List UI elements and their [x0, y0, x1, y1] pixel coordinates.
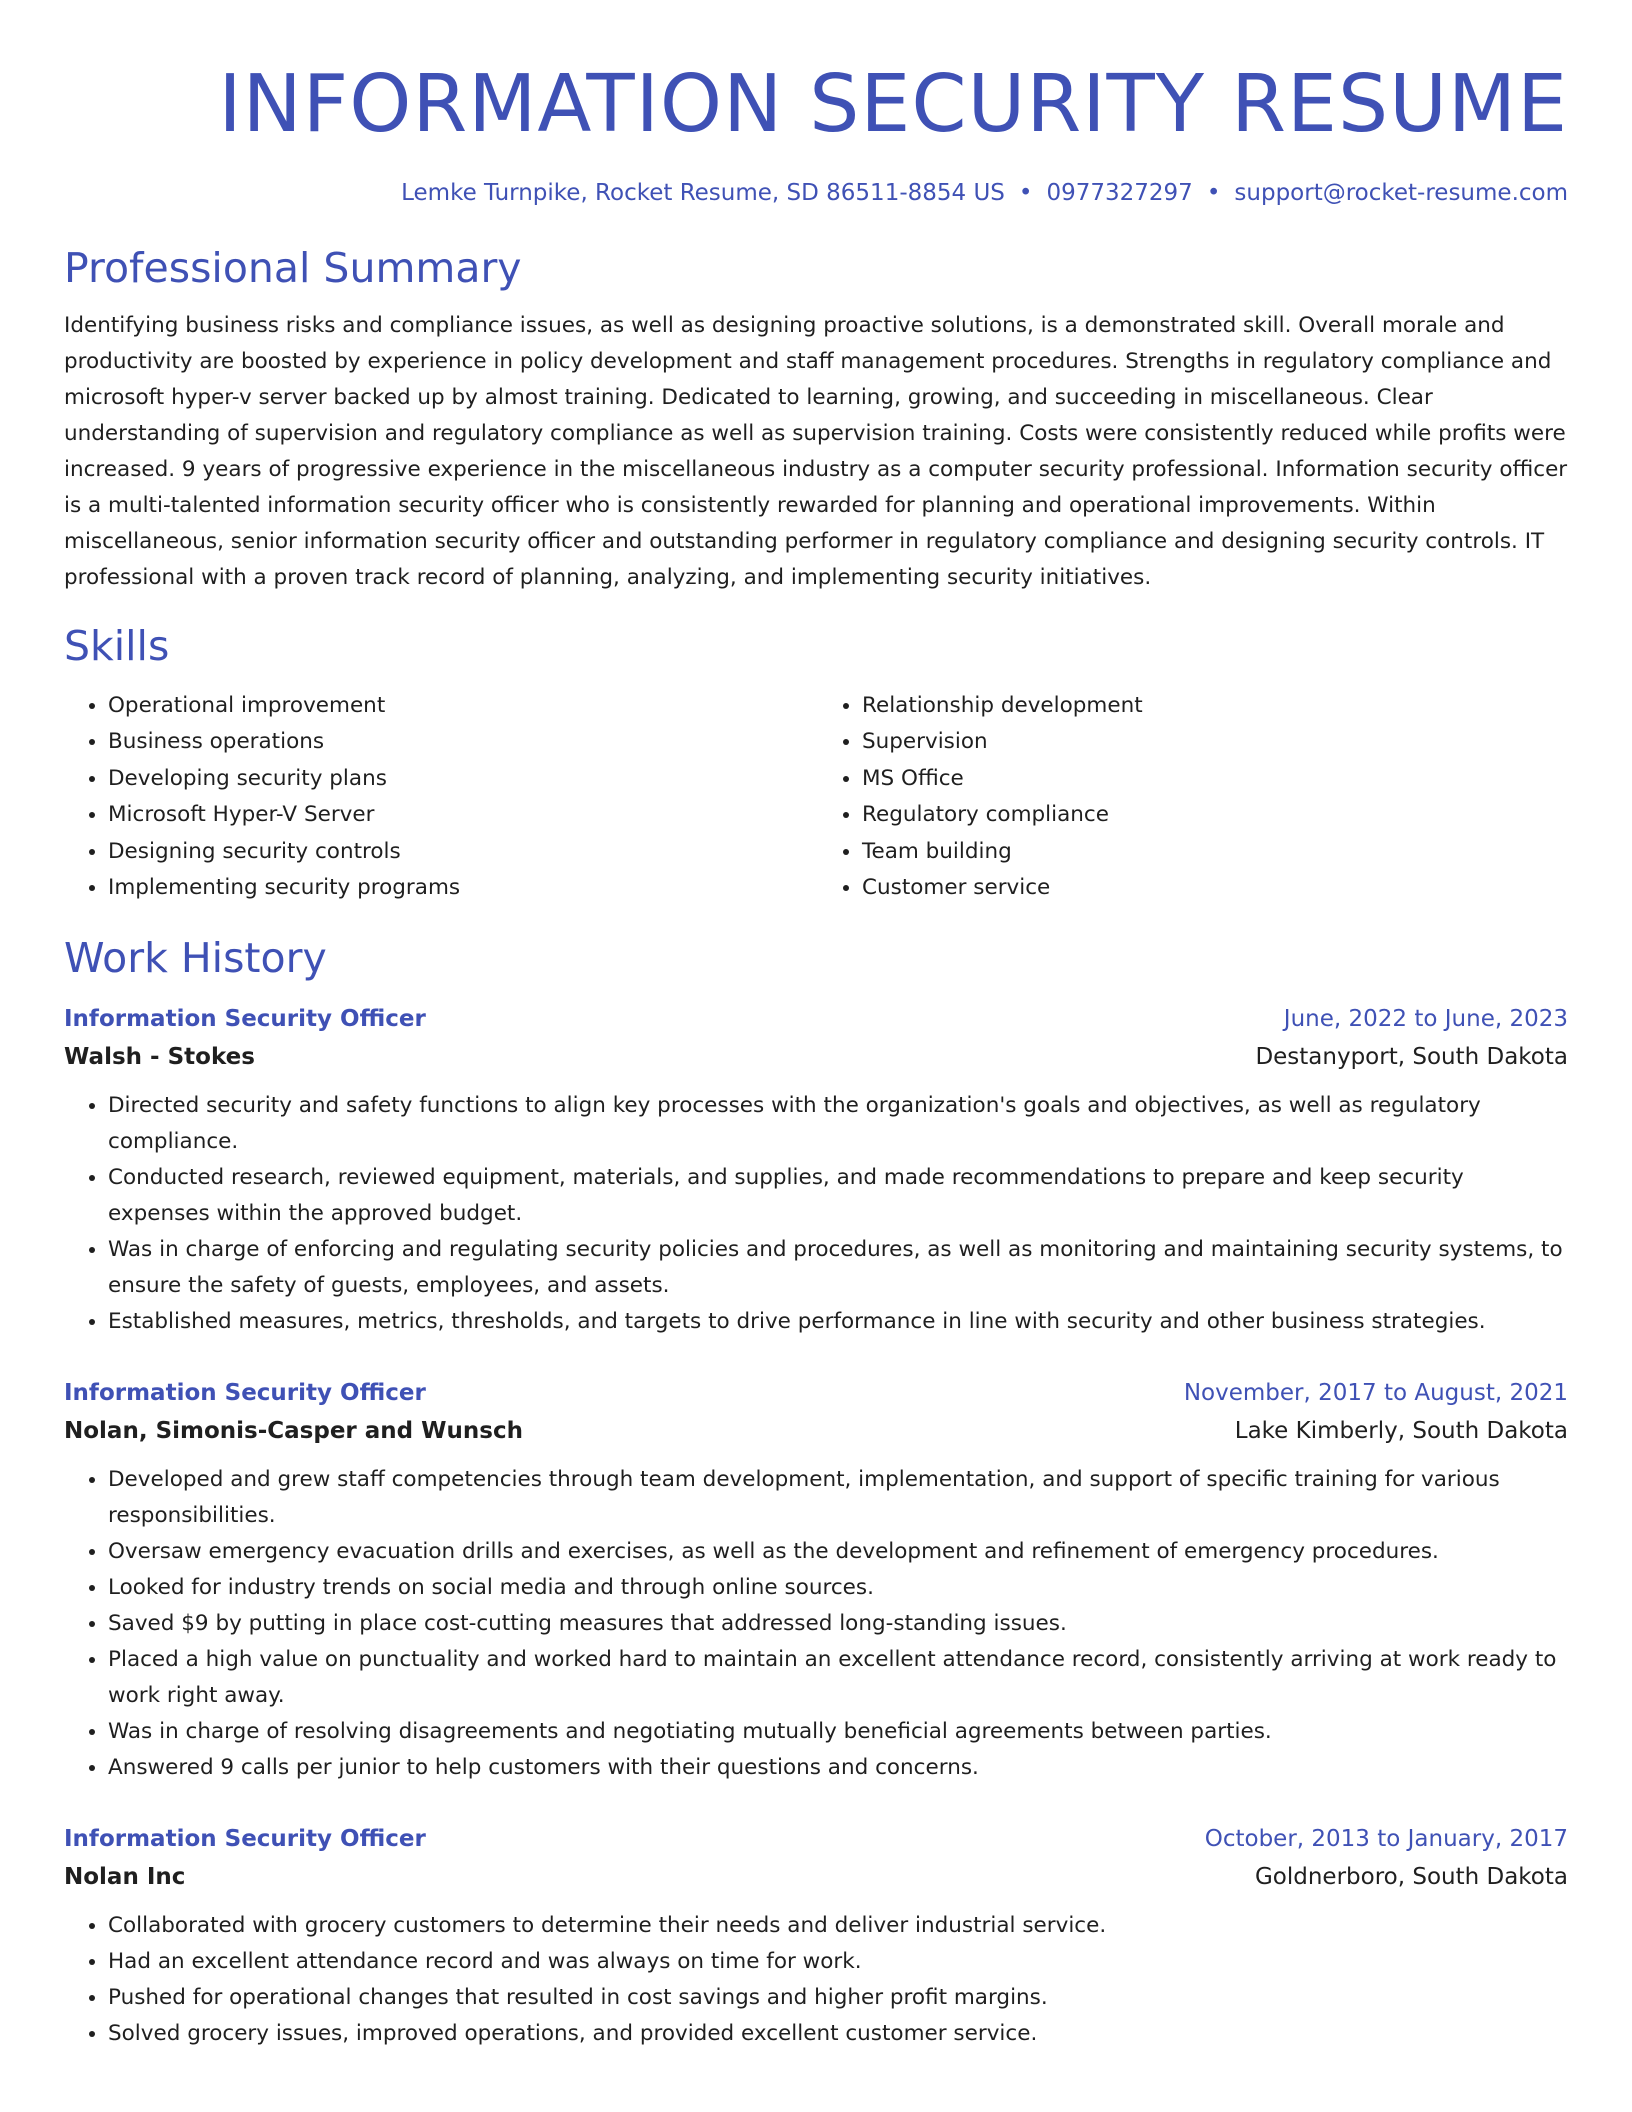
skill-item: • Regulatory compliance: [862, 797, 1562, 833]
skills-list: [64, 688, 1568, 906]
job-header-row: [64, 1000, 1568, 1038]
job-bullet: • Answered 9 calls per junior to help customers with their questions and concerns.: [108, 1750, 1568, 1786]
job-dates: October, 2013 to January, 2017: [1204, 1826, 1568, 1853]
job-bullet: • Oversaw emergency evacuation drills and exercises, as well as the development and refinement of emergency procedures.: [108, 1534, 1568, 1570]
job-company-row: [64, 1412, 1568, 1450]
summary-text: Identifying business risks and compliance issues, as well as designing proactive solutions, is a demonstrated skill. Overall morale and productivity are boosted by experience in policy development and staff management procedures. Strengths in regulatory compliance and microsoft hyper-v server backed up by almost training. Dedicated to learning, growing, and succeeding in miscellaneous. Clear understanding of supervision and regulatory compliance as well as supervision training. Costs were consistently reduced while profits were increased. 9 years of progressive experience in the miscellaneous industry as a computer security professional. Information security officer is a multi-talented information security officer who is consistently rewarded for planning and operational improvements. Within miscellaneous, senior information security officer and outstanding performer in regulatory compliance and designing security controls. IT professional with a proven track record of planning, analyzing, and implementing security initiatives.: [64, 313, 1568, 590]
skill-item: • Microsoft Hyper-V Server: [108, 797, 808, 833]
job-bullet: • Conducted research, reviewed equipment, materials, and supplies, and made recommendations to prepare and keep security expenses within the approved budget.: [108, 1160, 1568, 1232]
resume-page: [64, 0, 1568, 2052]
skill-item: • Designing security controls: [108, 834, 808, 870]
summary-heading: Professional Summary: [64, 244, 522, 292]
job-bullet: • Was in charge of resolving disagreements and negotiating mutually beneficial agreements between parties.: [108, 1714, 1568, 1750]
skills-column-left: [64, 688, 808, 906]
job-company: Nolan Inc: [64, 1864, 186, 1891]
job-bullet: • Collaborated with grocery customers to determine their needs and deliver industrial service.: [108, 1908, 1568, 1944]
job-bullet: • Looked for industry trends on social media and through online sources.: [108, 1570, 1568, 1606]
job-bullet: • Established measures, metrics, thresholds, and targets to drive performance in line with security and other business strategies.: [108, 1304, 1568, 1340]
job-bullet: • Developed and grew staff competencies through team development, implementation, and support of specific training for various responsibilities.: [108, 1462, 1568, 1534]
skill-item: • Operational improvement: [108, 688, 808, 724]
contact-separator: •: [1018, 180, 1033, 206]
job-dates: June, 2022 to June, 2023: [1283, 1006, 1568, 1033]
job-location: Destanyport, South Dakota: [1255, 1044, 1568, 1071]
skill-item: • MS Office: [862, 761, 1562, 797]
work-history-heading: Work History: [64, 934, 327, 983]
job-bullets: [64, 1088, 1568, 1340]
job-header-row: [64, 1820, 1568, 1858]
job-company-row: [64, 1858, 1568, 1896]
skill-item: • Supervision: [862, 724, 1562, 760]
contact-phone: 0977327297: [1046, 180, 1193, 206]
skill-item: • Customer service: [862, 870, 1562, 906]
job-entry: [64, 1374, 1568, 1786]
skill-item: • Developing security plans: [108, 761, 808, 797]
job-bullets: [64, 1908, 1568, 2052]
resume-title: INFORMATION SECURITY RESUME: [218, 58, 1568, 150]
job-dates: November, 2017 to August, 2021: [1183, 1380, 1568, 1407]
skill-item: • Implementing security programs: [108, 870, 808, 906]
job-location: Goldnerboro, South Dakota: [1254, 1864, 1568, 1891]
contact-line: [64, 178, 1568, 208]
job-title: Information Security Officer: [64, 1826, 426, 1853]
skills-column-right: [808, 688, 1562, 906]
job-location: Lake Kimberly, South Dakota: [1234, 1418, 1568, 1445]
job-company-row: [64, 1038, 1568, 1076]
job-bullet: • Placed a high value on punctuality and worked hard to maintain an excellent attendance record, consistently arriving at work ready to work right away.: [108, 1642, 1568, 1714]
skill-item: • Relationship development: [862, 688, 1562, 724]
contact-separator: •: [1206, 180, 1221, 206]
job-bullet: • Was in charge of enforcing and regulating security policies and procedures, as well as monitoring and maintaining security systems, to ensure the safety of guests, employees, and assets.: [108, 1232, 1568, 1304]
job-title: Information Security Officer: [64, 1380, 426, 1407]
skills-heading: Skills: [64, 622, 170, 670]
skill-item: • Team building: [862, 834, 1562, 870]
job-bullet: • Saved $9 by putting in place cost-cutting measures that addressed long-standing issues.: [108, 1606, 1568, 1642]
job-bullets: [64, 1462, 1568, 1786]
job-bullet: • Pushed for operational changes that resulted in cost savings and higher profit margins.: [108, 1980, 1568, 2016]
job-header-row: [64, 1374, 1568, 1412]
contact-address: Lemke Turnpike, Rocket Resume, SD 86511-8854 US: [401, 180, 1005, 206]
job-title: Information Security Officer: [64, 1006, 426, 1033]
job-bullet: • Directed security and safety functions to align key processes with the organization's goals and objectives, as well as regulatory compliance.: [108, 1088, 1568, 1160]
job-company: Walsh - Stokes: [64, 1044, 255, 1071]
job-entry: [64, 1000, 1568, 1340]
job-entry: [64, 1820, 1568, 2052]
contact-email: support@rocket-resume.com: [1234, 180, 1568, 206]
job-company: Nolan, Simonis-Casper and Wunsch: [64, 1418, 523, 1445]
skill-item: • Business operations: [108, 724, 808, 760]
job-bullet: • Solved grocery issues, improved operations, and provided excellent customer service.: [108, 2016, 1568, 2052]
job-bullet: • Had an excellent attendance record and was always on time for work.: [108, 1944, 1568, 1980]
